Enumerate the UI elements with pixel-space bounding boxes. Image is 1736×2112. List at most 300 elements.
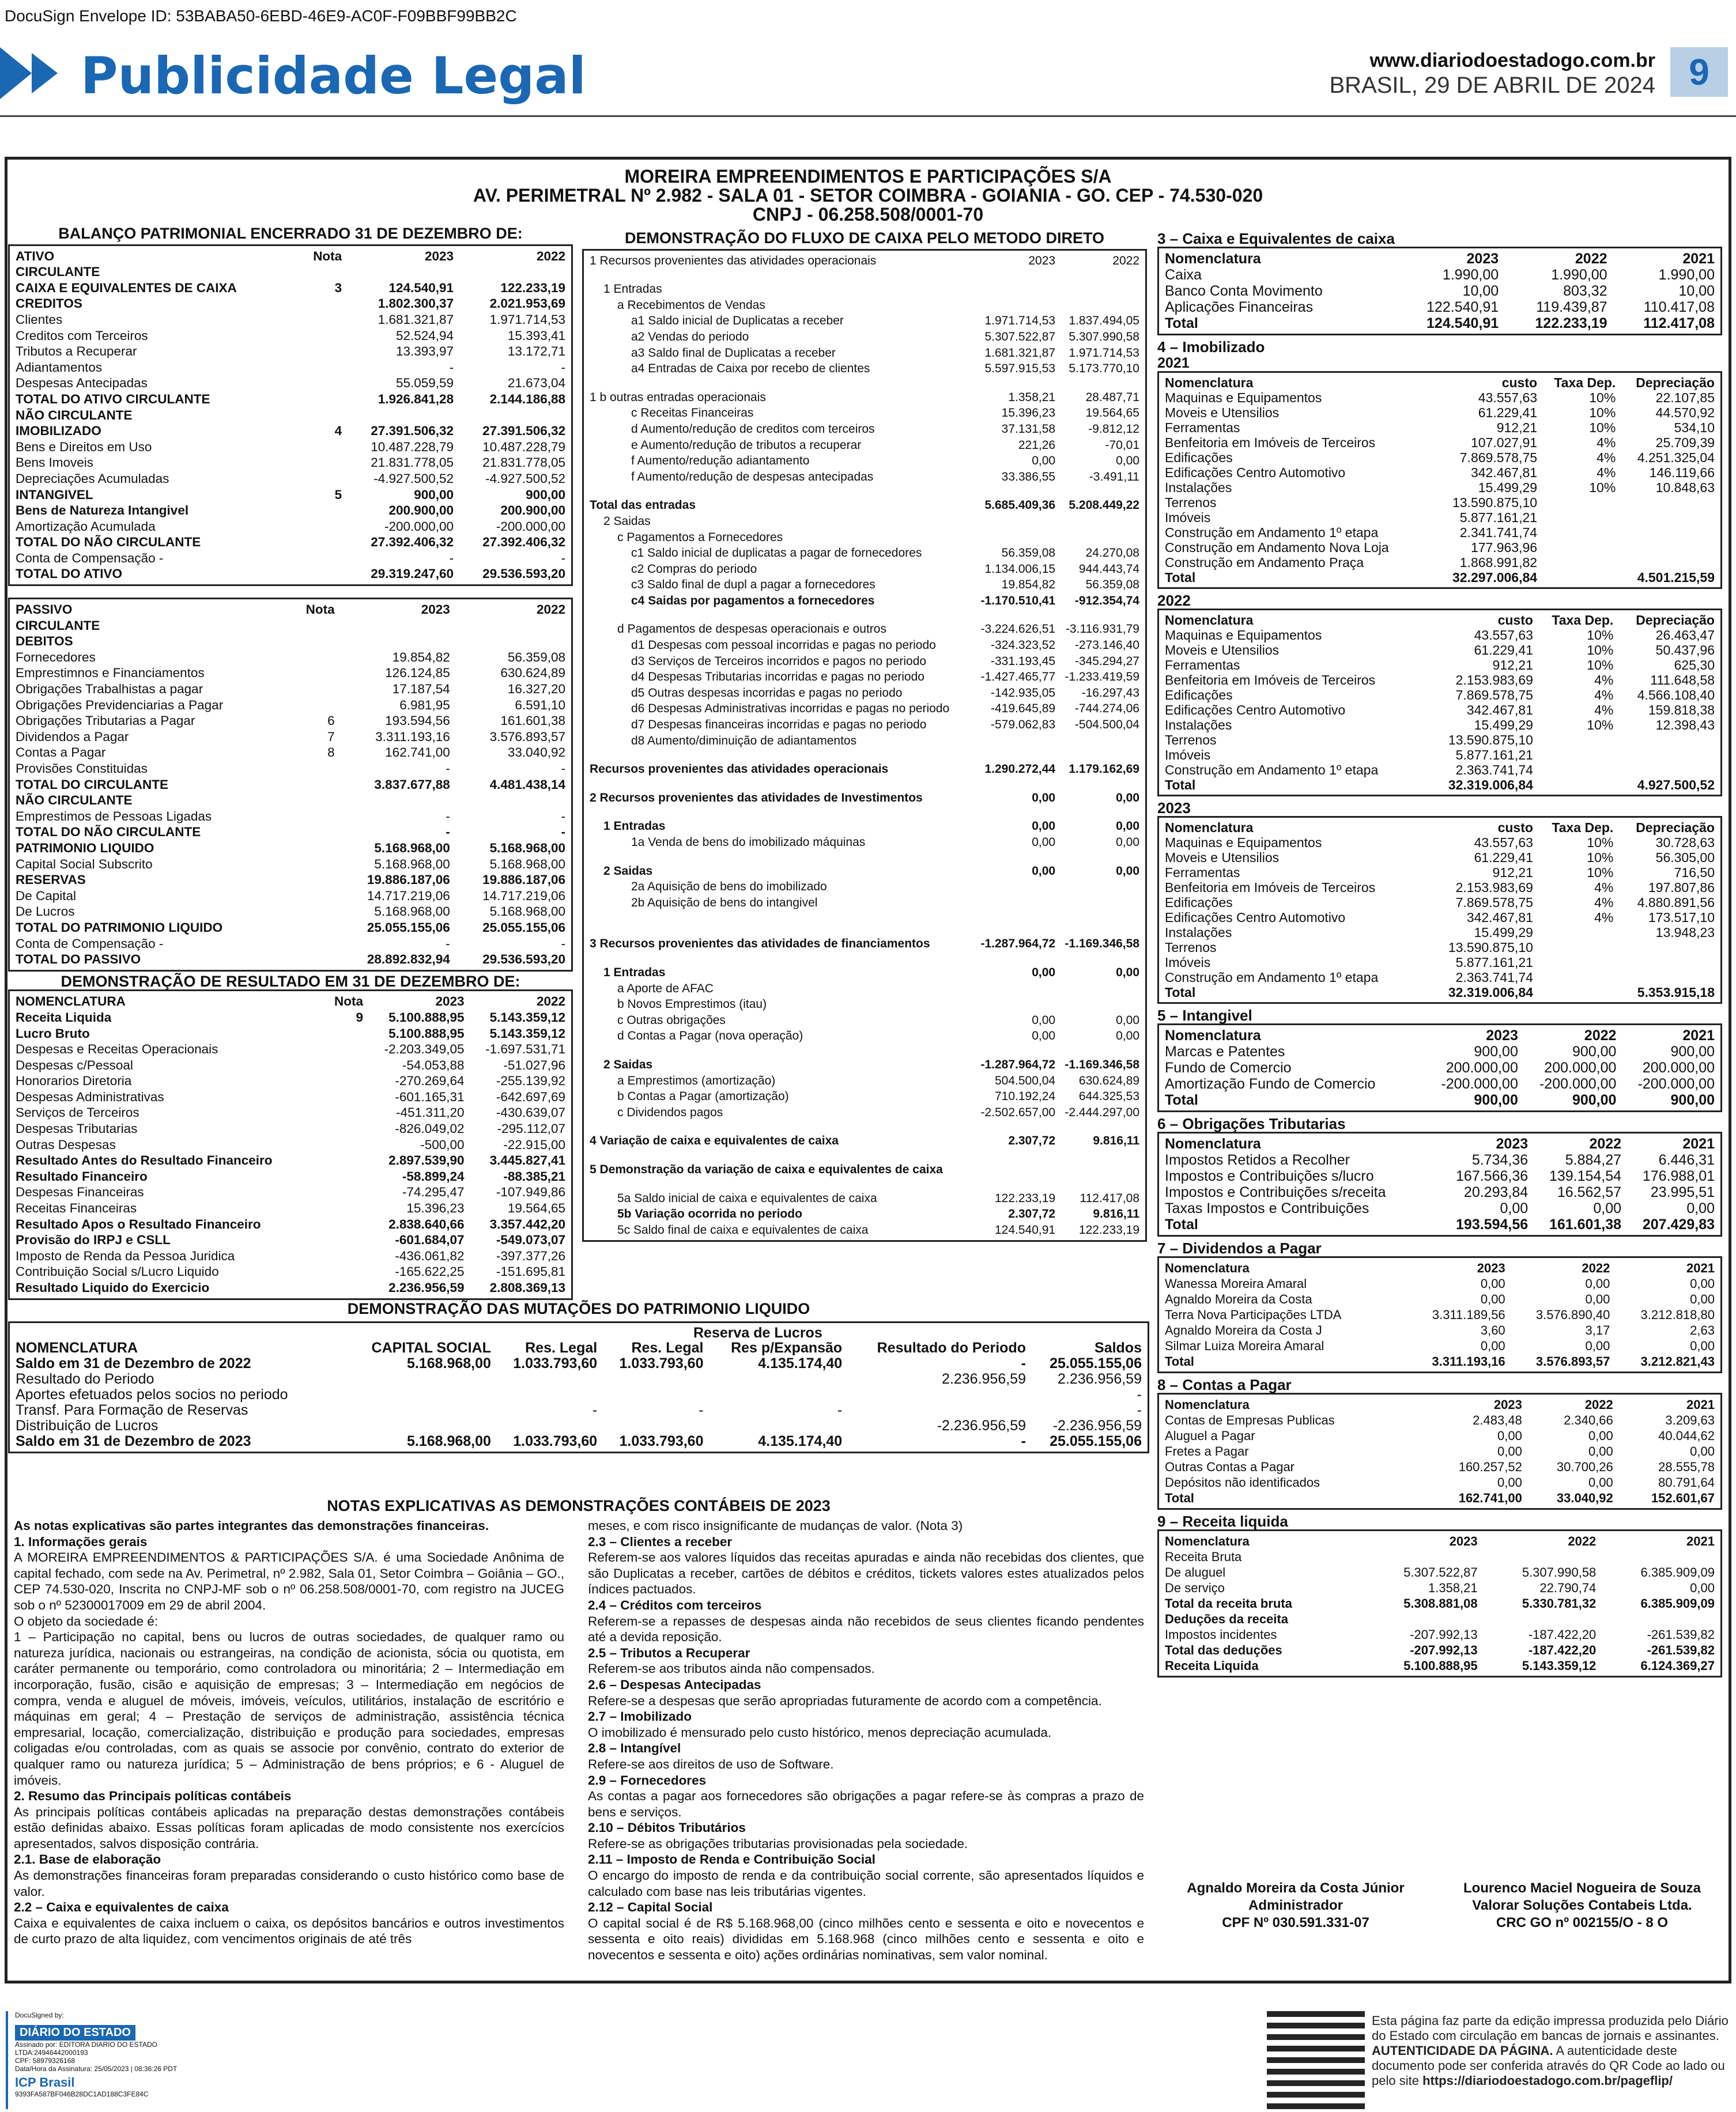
table-cell (293, 697, 337, 713)
table-cell: -2.444.297,00 (1065, 1105, 1139, 1119)
table-cell: Fornecedores (16, 649, 96, 664)
table-cell: 5.168.968,00 (489, 856, 565, 871)
table-cell: Instalações (1165, 480, 1232, 495)
table-row (587, 637, 1142, 653)
table-row (587, 685, 1142, 701)
table-cell (1058, 952, 1142, 965)
table-cell: 200.000,00 (1544, 1060, 1617, 1076)
table-row (587, 390, 1142, 406)
table-cell (973, 1149, 1058, 1162)
table-cell: Contas de Empresas Publicas (1165, 1413, 1335, 1427)
table-cell: 0,00 (1588, 1444, 1613, 1459)
table-cell: Construção em Andamento Praça (1165, 555, 1364, 570)
table-cell (1598, 1549, 1717, 1565)
table-cell: 5.353.915,18 (1637, 985, 1715, 1000)
table-cell: Imposto de Renda da Pessoa Juridica (16, 1248, 235, 1263)
table-row (1163, 835, 1717, 850)
table-cell: - (561, 360, 565, 375)
table-cell (973, 851, 1058, 863)
table-row (1163, 480, 1717, 495)
table-cell: 146.119,66 (1649, 465, 1715, 480)
header-cell: 2023 (435, 994, 465, 1009)
table-cell: 504.500,04 (994, 1074, 1056, 1087)
table-cell: -436.061,82 (395, 1248, 465, 1263)
table-cell: -601.165,31 (395, 1089, 465, 1104)
table-cell: -397.377,26 (496, 1248, 565, 1263)
table-cell: Emprestimnos e Financiamentos (16, 666, 205, 681)
table-cell: Terrenos (1165, 940, 1217, 955)
table-cell: 13.393,97 (395, 344, 454, 359)
table-cell: Taxas Impostos e Contribuições (1165, 1200, 1369, 1216)
table-cell: 1.033.793,60 (513, 1355, 598, 1372)
table-row (13, 566, 568, 582)
table-cell: Depósitos não identificados (1165, 1475, 1320, 1490)
site-url[interactable]: www.diariodoestadogo.com.br (1369, 50, 1655, 71)
table-cell: 25.055.155,06 (1050, 1355, 1142, 1372)
header-cell: CAPITAL SOCIAL (371, 1340, 491, 1356)
note-heading: 2.1. Base de elaboração (14, 1852, 161, 1867)
table-cell: 7.869.578,75 (1459, 450, 1538, 465)
table-cell: 0,00 (1585, 1292, 1610, 1306)
table-row (587, 669, 1142, 685)
table-cell: 1.971.714,53 (1069, 346, 1139, 360)
table-cell: 27.392.406,32 (371, 535, 454, 550)
receita-title: 9 – Receita liquida (1157, 1513, 1288, 1530)
table-cell: De Capital (16, 888, 77, 903)
table-row (13, 1418, 1144, 1434)
table-row (13, 681, 568, 697)
table-cell: Instalações (1165, 717, 1232, 732)
resultado-title: DEMONSTRAÇÃO DE RESULTADO EM 31 DE DEZEMBRO DE: (61, 972, 520, 990)
table-cell: 4.135.174,40 (758, 1433, 843, 1449)
table-cell (452, 618, 568, 634)
table-cell: 21.673,04 (507, 376, 565, 391)
table-cell (1058, 1162, 1142, 1178)
table-cell: Fundo de Comercio (1165, 1060, 1292, 1076)
table-cell: 56.305,00 (1655, 850, 1715, 865)
column-middle (582, 231, 1147, 1242)
table-cell (326, 1280, 365, 1296)
table-cell (1058, 530, 1142, 546)
table-cell (293, 649, 337, 666)
note-heading: 2.8 – Intangível (588, 1741, 681, 1756)
table-cell: 3.209,63 (1665, 1413, 1715, 1427)
table-row (1163, 1490, 1717, 1506)
table-cell: d Aumento/redução de creditos com terceiros (631, 422, 875, 436)
table-row (1163, 747, 1717, 762)
table-cell: -3.224.626,51 (980, 622, 1056, 636)
table-row (587, 777, 1142, 790)
header-cell: 2022 (1589, 1136, 1622, 1152)
header-cell: Nomenclatura (1165, 251, 1261, 267)
note-heading: 1. Informações gerais (14, 1534, 148, 1549)
page-header (0, 35, 1736, 115)
table-cell (1618, 510, 1717, 525)
page-footer (0, 1994, 1736, 2112)
table-cell: 900,00 (1474, 1044, 1518, 1060)
table-row (1163, 450, 1717, 465)
table-cell: a Aporte de AFAC (617, 981, 714, 995)
table-cell: Maquinas e Equipamentos (1165, 628, 1322, 643)
table-row (1163, 1627, 1717, 1642)
table-cell (301, 566, 344, 582)
table-row (1163, 390, 1717, 405)
table-cell: 6.591,10 (515, 697, 565, 712)
hash-line: 9393FA587BF046B28DC1AD188C3FE84C (15, 2090, 149, 2098)
table-cell: 32.297.006,84 (1452, 570, 1538, 585)
table-cell: Impostos incidentes (1165, 1627, 1277, 1642)
table-cell (1535, 955, 1616, 970)
table-cell (599, 1372, 705, 1387)
table-row (1163, 1044, 1717, 1060)
table-row (13, 471, 568, 487)
table-cell: 28.892.832,94 (367, 952, 450, 967)
table-cell (456, 264, 568, 280)
table-row (587, 996, 1142, 1012)
table-cell (337, 792, 452, 808)
table-cell: 1.358,21 (1008, 390, 1056, 404)
table-cell: 10% (1587, 658, 1614, 672)
table-cell: 2 Saidas (603, 1057, 653, 1071)
table-cell: 0,00 (1480, 1292, 1505, 1306)
table-row (587, 313, 1142, 329)
table-cell: 10% (1587, 717, 1614, 732)
table-cell: 30.700,26 (1556, 1460, 1613, 1474)
header-cell: Nomenclatura (1165, 1534, 1250, 1548)
table-cell: 197.807,86 (1648, 880, 1715, 895)
table-row (1163, 850, 1717, 865)
table-cell (1480, 1611, 1599, 1627)
table-row (587, 1105, 1142, 1121)
table-cell: 40.044,62 (1658, 1429, 1715, 1443)
table-row (13, 649, 568, 666)
table-cell: Total (1165, 570, 1196, 585)
table-row (13, 264, 568, 280)
table-cell: -1.287.964,72 (980, 937, 1056, 951)
table-cell: 20.293,84 (1463, 1184, 1529, 1200)
table-cell: -270.269,64 (395, 1074, 465, 1089)
table-cell: Despesas Financeiras (16, 1185, 144, 1200)
table-cell: 2b Aquisição de bens do intangivel (631, 896, 818, 909)
header-cell: Taxa Dep. (1554, 375, 1616, 390)
table-row (1163, 525, 1717, 540)
table-cell: 0,00 (1690, 1276, 1715, 1291)
table-cell: - (449, 550, 454, 565)
table-cell: 0,00 (1032, 864, 1056, 878)
table-cell: PATRIMONIO LIQUIDO (16, 840, 154, 855)
table-cell (1058, 281, 1142, 297)
table-row (587, 1133, 1142, 1149)
table-cell: 0,00 (1116, 836, 1139, 849)
table-cell: 19.564,65 (507, 1201, 565, 1216)
note-paragraph: meses, e com risco insignificante de mudanças de valor. (Nota 3) (588, 1518, 963, 1533)
table-cell: TOTAL DO PATRIMONIO LIQUIDO (16, 920, 223, 935)
table-row (1163, 1276, 1717, 1291)
header-cell: custo (1501, 375, 1538, 390)
table-row (1163, 940, 1717, 955)
table-cell (973, 269, 1058, 281)
table-cell: -1.697.531,71 (485, 1042, 565, 1057)
table-cell: Total (1165, 315, 1198, 331)
table-cell: 3.357.442,20 (489, 1216, 565, 1231)
table-cell: 625,30 (1674, 658, 1715, 672)
table-cell: 2a Aquisição de bens do imobilizado (631, 880, 827, 894)
table-cell: Amortização Fundo de Comercio (1165, 1076, 1376, 1092)
table-cell: 24.270,08 (1085, 546, 1139, 560)
table-cell: 25.055.155,06 (367, 920, 450, 935)
table-cell (326, 1057, 365, 1074)
table-cell: 13.590.875,10 (1448, 732, 1533, 747)
table-cell: 13.590.875,10 (1448, 940, 1533, 955)
table-cell: 5b Variação ocorrida no periodo (617, 1207, 802, 1221)
header-cell: Nota (305, 602, 335, 617)
table-row (587, 761, 1142, 777)
table-cell: 28.555,78 (1658, 1460, 1715, 1474)
table-cell: 630.624,89 (1078, 1074, 1139, 1087)
table-cell: Maquinas e Equipamentos (1165, 835, 1322, 850)
header-cell: 2022 (1112, 254, 1139, 267)
table-cell: 25.055.155,06 (1050, 1433, 1142, 1449)
table-cell (301, 550, 344, 566)
table-cell: d7 Despesas financeiras incorridas e pagas no periodo (631, 718, 927, 732)
note-paragraph: Refere-se as obrigações tributarias provisionadas pela sociedade. (588, 1836, 968, 1851)
table-cell: 112.417,08 (1643, 315, 1715, 331)
table-cell: 2.897.539,90 (388, 1153, 465, 1168)
table-row (587, 965, 1142, 981)
table-cell (1618, 525, 1717, 540)
table-cell: 4% (1594, 672, 1614, 687)
table-cell: 33.040,92 (507, 745, 565, 760)
fluxo-box (582, 249, 1147, 1242)
table-cell: -165.622,25 (395, 1264, 465, 1279)
table-cell: Receita Liquida (1165, 1658, 1259, 1673)
reserva-label: Reserva de Lucros (693, 1325, 822, 1341)
table-cell: 1.179.162,69 (1069, 762, 1139, 776)
table-cell (973, 923, 1058, 936)
table-cell: -3.491,11 (1089, 470, 1139, 483)
table-row (13, 519, 568, 535)
table-cell (1058, 297, 1142, 313)
table-cell: Impostos Retidos a Recolher (1165, 1152, 1350, 1168)
table-cell: Bens e Direitos em Uso (16, 439, 152, 454)
table-cell (301, 391, 344, 407)
table-cell (1539, 570, 1618, 585)
signer-id: CRC GO nº 002155/O - 8 O (1496, 1915, 1669, 1930)
table-row (587, 818, 1142, 834)
table-cell: Silmar Luiza Moreira Amaral (1165, 1339, 1324, 1353)
table-cell (1598, 1611, 1717, 1627)
note-paragraph: As contas a pagar aos fornecedores são obrigações a pagar refere-se às compras a prazo de bens e serviços. (588, 1789, 1144, 1819)
table-cell: Conta de Compensação - (16, 550, 164, 565)
note-heading: As notas explicativas são partes integrantes das demonstrações financeiras. (14, 1518, 489, 1533)
table-cell: -88.385,21 (503, 1169, 565, 1184)
table-row (587, 952, 1142, 965)
signature-contador (1441, 1880, 1723, 1932)
table-cell: - (446, 936, 450, 951)
table-cell: -579.062,83 (990, 718, 1056, 732)
table-cell: 200.900,00 (388, 503, 454, 518)
table-row (1163, 717, 1717, 732)
signer-name: Agnaldo Moreira da Costa Júnior (1187, 1880, 1405, 1896)
table-cell: Total das entradas (590, 498, 696, 512)
table-cell: Outras Despesas (16, 1137, 116, 1152)
table-cell: Agnaldo Moreira da Costa (1165, 1292, 1312, 1306)
table-cell (587, 806, 973, 818)
note-paragraph: Referem-se aos tributos ainda não compensados. (588, 1661, 875, 1676)
table-cell: 5.330.781,32 (1522, 1596, 1597, 1611)
table-cell: 1.802.300,37 (378, 296, 454, 311)
table-cell: 61.229,41 (1474, 643, 1533, 658)
table-cell: Ferramentas (1165, 865, 1240, 880)
table-cell: -58.899,24 (402, 1169, 465, 1184)
table-row (587, 895, 1142, 911)
table-cell: 1.990,00 (1442, 267, 1499, 283)
table-cell (326, 1248, 365, 1264)
note-heading: 2.9 – Fornecedores (588, 1773, 707, 1788)
table-cell: 3.837.677,88 (374, 777, 450, 792)
table-row (13, 840, 568, 856)
table-row (1163, 1658, 1717, 1673)
table-cell (1058, 1149, 1142, 1162)
table-row (587, 609, 1142, 621)
table-cell: -1.233.419,59 (1065, 670, 1139, 684)
table-row (13, 824, 568, 840)
table-row (587, 577, 1142, 593)
table-row (587, 749, 1142, 761)
table-cell: - (561, 936, 565, 951)
table-row (587, 981, 1142, 997)
table-cell: TOTAL DO ATIVO (16, 566, 122, 581)
header-cell: 2022 (536, 602, 565, 617)
table-cell: CREDITOS (16, 296, 82, 311)
table-cell: DEBITOS (16, 634, 73, 649)
table-row (13, 1026, 568, 1042)
table-row (13, 777, 568, 793)
table-row (1163, 555, 1717, 570)
table-cell (326, 1041, 365, 1057)
table-cell: 5.685.409,36 (984, 498, 1056, 512)
table-cell: 8 (327, 745, 335, 760)
table-cell (1616, 747, 1717, 762)
table-cell: 803,32 (1563, 283, 1607, 299)
header-cell: Saldos (1095, 1340, 1142, 1356)
table-cell: 26.463,47 (1655, 628, 1715, 643)
company-header (0, 167, 1736, 224)
table-cell: - (446, 808, 450, 823)
header-cell: 2023 (425, 248, 454, 263)
table-cell: 0,00 (1116, 965, 1139, 979)
table-cell: - (561, 550, 565, 565)
table-cell: 342.467,81 (1466, 702, 1533, 717)
table-cell: 10% (1589, 480, 1616, 495)
table-cell: 15.393,41 (507, 328, 565, 343)
table-row (13, 360, 568, 376)
table-cell: Depreciações Acumuladas (16, 471, 169, 486)
dividendos-title: 7 – Dividendos a Pagar (1157, 1240, 1322, 1257)
notes-right-column (588, 1518, 1144, 1963)
company-name: MOREIRA EMPREENDIMENTOS E PARTICIPAÇÕES S/A (624, 166, 1112, 187)
table-row (1163, 283, 1717, 299)
table-cell: 5.143.359,12 (1522, 1658, 1597, 1673)
table-cell: a Recebimentos de Vendas (617, 298, 765, 312)
table-cell (599, 1418, 705, 1434)
table-cell: 14.717.219,06 (367, 888, 450, 903)
table-row (13, 1153, 568, 1169)
table-cell: 0,00 (1690, 1339, 1715, 1353)
table-cell: 900,00 (1670, 1044, 1715, 1060)
table-cell (293, 633, 337, 649)
table-cell: Total (1165, 1491, 1194, 1505)
table-cell: 5.100.888,95 (1403, 1658, 1478, 1673)
table-cell: - (1021, 1433, 1026, 1449)
table-cell: 3.311.193,16 (1432, 1354, 1505, 1369)
table-row (13, 1041, 568, 1057)
table-cell (301, 407, 344, 424)
table-cell: 3 (334, 280, 342, 295)
table-cell: Construção em Andamento 1º etapa (1165, 970, 1379, 985)
contas-box (1157, 1393, 1722, 1510)
table-row (587, 851, 1142, 863)
header-cell: 2022 (1568, 1534, 1597, 1548)
table-cell: 4% (1594, 910, 1614, 925)
table-cell: -2.236.956,59 (1052, 1418, 1142, 1434)
table-row (13, 1434, 1144, 1449)
table-cell: -187.422,20 (1528, 1627, 1597, 1642)
table-cell: Wanessa Moreira Amaral (1165, 1276, 1307, 1291)
table-cell: -419.645,89 (990, 702, 1056, 716)
table-cell (973, 1162, 1058, 1178)
cpf-line: CPF: 58979326168 (15, 2057, 76, 2065)
table-cell (1618, 555, 1717, 570)
table-cell: IMOBILIZADO (16, 424, 101, 439)
table-cell: 30.728,63 (1655, 835, 1715, 850)
table-cell: 0,00 (1497, 1429, 1522, 1443)
header-cell: custo (1497, 613, 1533, 628)
table-row (13, 951, 568, 968)
notas-section (8, 1498, 1149, 1514)
table-cell: 7 (327, 729, 335, 744)
table-cell: 10% (1589, 420, 1616, 435)
table-row (1163, 1549, 1717, 1565)
pageflip-link[interactable]: https://diariodoestadogo.com.br/pageflip/ (1422, 2073, 1673, 2088)
table-cell: Moveis e Utensilios (1165, 405, 1280, 420)
table-cell: 3.445.827,41 (489, 1153, 565, 1168)
table-cell: c1 Saldo inicial de duplicatas a pagar de fornecedores (631, 546, 922, 560)
table-cell (293, 888, 337, 904)
table-cell: NÃO CIRCULANTE (16, 407, 133, 422)
table-cell (1535, 762, 1616, 777)
table-row (587, 1178, 1142, 1191)
table-row (1163, 777, 1717, 792)
table-row (1163, 702, 1717, 717)
qr-code-icon[interactable] (1267, 2011, 1365, 2109)
table-row (1163, 1565, 1717, 1580)
table-row (13, 920, 568, 936)
table-cell (293, 792, 337, 808)
table-cell (587, 1149, 973, 1162)
table-cell: 944.443,74 (1078, 562, 1139, 576)
table-cell: 10.487.228,79 (371, 439, 454, 454)
table-cell (587, 749, 973, 761)
header-cell: Res. Legal (525, 1340, 598, 1356)
company-cnpj: CNPJ - 06.258.508/0001-70 (752, 204, 984, 225)
table-cell: Resultado Financeiro (16, 1169, 148, 1184)
table-cell: 5a Saldo inicial de caixa e equivalentes de caixa (617, 1191, 877, 1205)
table-cell: CAIXA E EQUIVALENTES DE CAIXA (16, 280, 237, 295)
table-cell: 0,00 (1116, 819, 1139, 833)
table-cell (293, 951, 337, 968)
table-cell (1539, 495, 1618, 510)
